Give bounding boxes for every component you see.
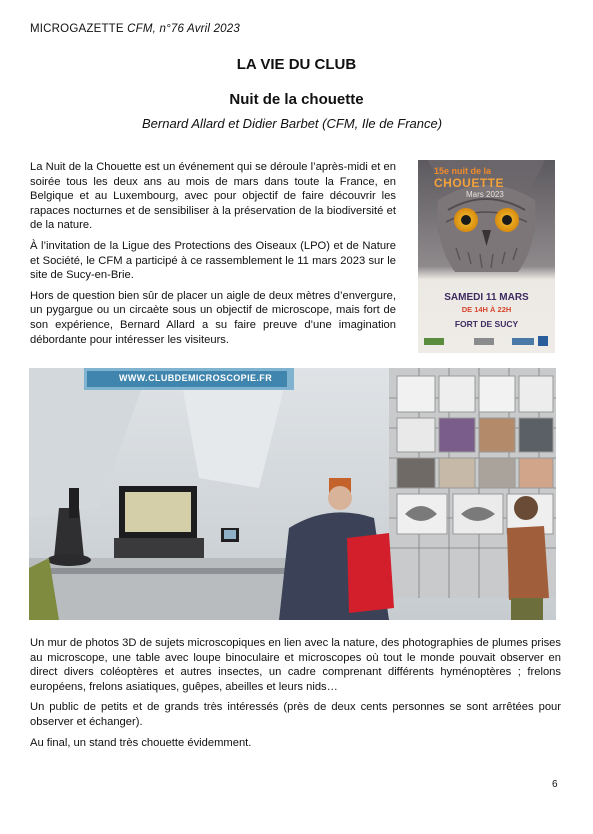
- sponsor-logo: [474, 338, 494, 345]
- poster-year: Mars 2023: [466, 190, 504, 199]
- event-poster: [418, 160, 555, 353]
- caption-paragraph: Un public de petits et de grands très intéressés (près de deux cents personnes se sont arrêtées pour observer et échanger).: [30, 701, 561, 728]
- event-photo: [29, 368, 556, 620]
- sponsor-logo: [538, 336, 548, 346]
- photo-caption: [30, 636, 561, 756]
- section-title: LA VIE DU CLUB: [236, 56, 357, 73]
- banner-text: WWW.CLUBDEMICROSCOPIE.FR: [119, 373, 273, 383]
- sponsor-logo: [512, 338, 534, 345]
- sponsor-logo: [424, 338, 444, 345]
- intro-paragraph: La Nuit de la Chouette est un événement qui se déroule l’après-midi et en soirée tous les deux ans au mois de mars dans toute la France, en Belgique et au Luxembourg, avec pour objectif de faire découvrir les rapaces nocturnes et de sensibiliser à la préservation de la biodiversité et de la nature.: [30, 161, 396, 232]
- page-header: [30, 23, 240, 35]
- intro-text: [30, 160, 396, 353]
- article-title: Nuit de la chouette: [229, 91, 364, 108]
- article-authors: Bernard Allard et Didier Barbet (CFM, Ile de France): [142, 116, 443, 131]
- caption-paragraph: Un mur de photos 3D de sujets microscopiques en lien avec la nature, des photographies de plumes prises au microscope, une table avec loupe binoculaire et microscopes où tout le monde pouvait observer en direct divers coléoptères et autres insectes, un cadre comprenant différents hyménoptères ; frelons européens, frelons asiatiques, guêpes, abeilles et leurs nids…: [30, 637, 561, 693]
- poster-time: DE 14H À 22H: [461, 305, 512, 314]
- issue-info: CFM, n°76 Avril 2023: [127, 23, 240, 35]
- intro-paragraph: Hors de question bien sûr de placer un aigle de deux mètres d’envergure, un pygargue ou un circaète sous un objectif de microscope, mais fort de son expérience, Bernard Allard a su faire preuve d’une imagination débordante pour intéresser les visiteurs.: [30, 289, 396, 346]
- poster-logos: [424, 338, 549, 348]
- publication-name: MICROGAZETTE: [30, 23, 124, 35]
- poster-edition: 15e nuit de la: [434, 166, 492, 176]
- poster-date: SAMEDI 11 MARS: [444, 292, 529, 303]
- stand-photo-illustration: [29, 368, 556, 620]
- page-number: 6: [552, 779, 558, 790]
- intro-paragraph: À l’invitation de la Ligue des Protections des Oiseaux (LPO) et de Nature et Société, le CFM a participé à ce rassemblement le 11 mars 2023 sur le site de Sucy-en-Brie.: [30, 239, 396, 282]
- caption-paragraph: Au final, un stand très chouette évidemment.: [30, 736, 252, 749]
- poster-name: CHOUETTE: [434, 176, 504, 190]
- poster-place: FORT DE SUCY: [454, 319, 519, 329]
